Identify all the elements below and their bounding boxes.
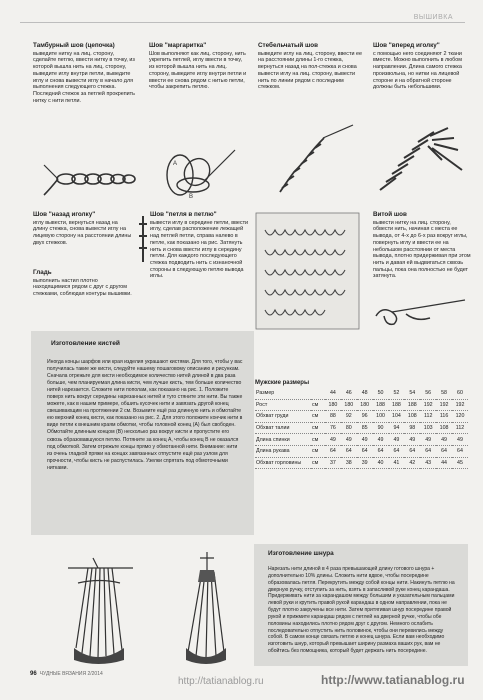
table-cell: 76 bbox=[325, 422, 341, 434]
stem-stitch-text: выведите иглу на лиц. сторону, ввести ее на расстоянии длины 1-го стежка, вернуться назад на пол-стежка и снова вывести иглу на лиц. сторону, вывести нить по линии рядом с последним стежком. bbox=[258, 50, 362, 91]
table-cell: см bbox=[311, 434, 325, 446]
table-cell: 42 bbox=[404, 457, 420, 469]
size-col-header: 44 bbox=[325, 388, 341, 399]
table-cell: 43 bbox=[420, 457, 436, 469]
forward-stitch-block bbox=[373, 43, 471, 91]
table-cell: 45 bbox=[452, 457, 468, 469]
size-col-header: 46 bbox=[341, 388, 357, 399]
table-cell: 64 bbox=[404, 445, 420, 457]
table-cell: 188 bbox=[373, 399, 389, 411]
table-cell: 112 bbox=[452, 422, 468, 434]
table-cell: 90 bbox=[373, 422, 389, 434]
table-cell: см bbox=[311, 457, 325, 469]
section-header: ВЫШИВКА bbox=[413, 14, 453, 21]
table-cell: 39 bbox=[357, 457, 373, 469]
table-row bbox=[255, 434, 468, 446]
table-row bbox=[255, 411, 468, 423]
tassels-section bbox=[31, 331, 254, 535]
tassel-illustration-1 bbox=[38, 548, 158, 670]
table-cell: 98 bbox=[404, 422, 420, 434]
tassels-title: Изготовление кистей bbox=[51, 340, 120, 347]
table-cell: 94 bbox=[389, 422, 405, 434]
tassel-illustration-2 bbox=[162, 548, 252, 670]
chain-stitch-block bbox=[33, 43, 136, 104]
table-cell: 192 bbox=[436, 399, 452, 411]
table-cell: 100 bbox=[373, 411, 389, 423]
table-cell: 112 bbox=[420, 411, 436, 423]
satin-stitch-block bbox=[33, 270, 133, 298]
table-cell: 49 bbox=[404, 434, 420, 446]
cord-text: Нарезать нити длиной в 4 раза превышающей длину готового шнура + дополнительно 10% длины. Сложить нити вдвое, чтобы посередине образовалась петля. Перекрутить между собой концы нити. Накинуть петлю на дверную ручку, отступить за нить, взять в запасливой руке конец карандаша. Придерживать нити за карандашом между большим и указательным пальцами левой руки и крутить правой рукой карандаш в одном направлении, пока не будут плотно закручены все нити. Затем притягивая шнур посередине правой рукой и прижмите карандаш рядом с петлей на дверной ручке, чтобы обе половины находились плотно рядом друг с другом. Немного ослабить последовательно отпустить нить половинок, чтобы они перевились между собой. В самом конце связать петлю и конец шнура. Если вам необходимо изготовить шнур, который превышает ширину размаха ваших рук, вам не обойтись без помощника, который будет держать нить посередине. bbox=[268, 566, 455, 655]
loop-stitch-title: Шов "петля в петлю" bbox=[150, 211, 217, 218]
twisted-stitch-text: вывести нитку на лиц. сторону, обвести нить, начиная с места ее вывода, от 4-х до 6-х раз вокруг иглы, повернуть иглу и ввести ее на небольшом расстоянии от места вывода, плотно придерживая при этом нить и давая ей выдвигаться сквозь пальцы, пока она полностью не будет затянута. bbox=[373, 219, 471, 280]
table-cell: 188 bbox=[404, 399, 420, 411]
footer-page bbox=[30, 671, 103, 677]
svg-text:А: А bbox=[173, 161, 178, 167]
table-row bbox=[255, 445, 468, 457]
table-cell: 116 bbox=[436, 411, 452, 423]
table-cell: 92 bbox=[341, 411, 357, 423]
size-col-header: 48 bbox=[357, 388, 373, 399]
table-cell: Длина рукава bbox=[255, 445, 311, 457]
size-col-header: 52 bbox=[389, 388, 405, 399]
watermark-center: http://tatianablog.ru bbox=[178, 676, 264, 687]
table-cell: 41 bbox=[389, 457, 405, 469]
table-cell: 49 bbox=[341, 434, 357, 446]
page-number: 96 bbox=[30, 671, 37, 677]
size-table-header bbox=[255, 388, 468, 399]
chain-stitch-illustration bbox=[40, 155, 142, 203]
chain-stitch-title: Тамбурный шов (цепочка) bbox=[33, 42, 115, 49]
cord-title: Изготовление шнура bbox=[268, 550, 334, 557]
table-cell: 64 bbox=[452, 445, 468, 457]
daisy-stitch-block bbox=[149, 43, 249, 91]
table-row bbox=[255, 457, 468, 469]
table-cell: 49 bbox=[420, 434, 436, 446]
table-cell: 180 bbox=[357, 399, 373, 411]
table-cell: см bbox=[311, 445, 325, 457]
size-col-header: 58 bbox=[436, 388, 452, 399]
table-cell: Обхват горловины bbox=[255, 457, 311, 469]
table-cell: 108 bbox=[436, 422, 452, 434]
stem-stitch-title: Стебельчатый шов bbox=[258, 42, 318, 49]
twisted-stitch-block bbox=[373, 212, 471, 280]
table-cell: 192 bbox=[420, 399, 436, 411]
top-rule bbox=[20, 22, 465, 23]
forward-stitch-title: Шов "вперед иголку" bbox=[373, 42, 440, 49]
forward-stitch-text: с помощью него соединяют 2 ткани вместе. Можно выполнить в любом направлении. Длина самого стежка произвольна, но нитки на лицевой стороне и на обратной стороне должны быть небольшими. bbox=[373, 50, 462, 91]
satin-stitch-title: Гладь bbox=[33, 269, 52, 276]
table-cell: 49 bbox=[325, 434, 341, 446]
table-cell: 49 bbox=[389, 434, 405, 446]
table-cell: 64 bbox=[389, 445, 405, 457]
tassels-text: Иногда концы шарфов или края изделия украшают кистями. Для того, чтобы у вас получилась такие же кисти, следуйте нашему пошаговому описанию и рисункам. Сначала отрежьте для кисти необходимое количество нитей длиной в два раза больше, чем планируемая длина кисти, чем лучше кисть, тем больше количество нитей нарезается. Сложите нити пополам, как показано на рис. 1. Положите поверх нить вокруг середины нарезанных нитей и туго стяните эти нити. Вы также можете, как в нашем примере, обшить кусочек нити и завязать другой конец свешивающим на протяжении 2 см. Возьмите ещё раз длинную нить и обмотайте ею верхний конец кисти, как показано на рис. 2. Для этого положите кончик нити в виде петли к внешним краям обмотки, чтобы головной конец (А) был свободен. Обмотайте длинным концом (В) несколько раз вокруг кисти и пропустите его сквозь образовавшуюся петлю. Потяните за конец А, чтобы конец В не оказался под обмоткой. Затем отрежьте концы прямо у обмотанной нити. Внимание: нити из очень гладкой пряжи на концах завязанных отпустите ещё раз узлом для прочности, чтобы кисть не распустилась. Узелки спрятать под обмоточными нитками. bbox=[47, 359, 243, 471]
size-col-header: Размер bbox=[255, 388, 311, 399]
size-col-header: 60 bbox=[452, 388, 468, 399]
table-cell: 80 bbox=[341, 422, 357, 434]
back-stitch-text: иглу вывести, вернуться назад на длину стежка, снова вывести иглу на лицевую сторону на расстоянии длины двух стежков. bbox=[33, 219, 132, 246]
cord-section bbox=[254, 544, 468, 666]
daisy-stitch-illustration bbox=[155, 140, 240, 205]
stem-stitch-illustration bbox=[268, 120, 358, 205]
loop-stitch-illustration bbox=[255, 212, 360, 330]
table-cell: 49 bbox=[373, 434, 389, 446]
table-cell: 40 bbox=[373, 457, 389, 469]
table-cell: 49 bbox=[436, 434, 452, 446]
size-col-header bbox=[311, 388, 325, 399]
svg-text:В: В bbox=[189, 194, 194, 200]
table-cell: 188 bbox=[389, 399, 405, 411]
stem-stitch-block bbox=[258, 43, 362, 91]
size-col-header: 50 bbox=[373, 388, 389, 399]
table-cell: Обхват груди bbox=[255, 411, 311, 423]
table-cell: 120 bbox=[452, 411, 468, 423]
table-cell: 64 bbox=[420, 445, 436, 457]
table-cell: 64 bbox=[325, 445, 341, 457]
table-cell: Обхват талии bbox=[255, 422, 311, 434]
size-chart-title: Мужские размеры bbox=[255, 380, 310, 386]
table-cell: 38 bbox=[341, 457, 357, 469]
table-cell: 104 bbox=[389, 411, 405, 423]
table-row bbox=[255, 422, 468, 434]
size-col-header: 54 bbox=[404, 388, 420, 399]
table-cell: 64 bbox=[373, 445, 389, 457]
table-cell: 103 bbox=[420, 422, 436, 434]
table-cell: Рост bbox=[255, 399, 311, 411]
table-cell: 192 bbox=[452, 399, 468, 411]
size-chart bbox=[255, 380, 468, 469]
table-cell: 49 bbox=[452, 434, 468, 446]
table-cell: 44 bbox=[436, 457, 452, 469]
size-col-header: 56 bbox=[420, 388, 436, 399]
table-cell: 37 bbox=[325, 457, 341, 469]
table-cell: Длина спинки bbox=[255, 434, 311, 446]
table-cell: 108 bbox=[404, 411, 420, 423]
table-cell: см bbox=[311, 411, 325, 423]
table-cell: 85 bbox=[357, 422, 373, 434]
loop-stitch-block bbox=[150, 212, 250, 280]
chain-stitch-text: выведите нитку на лиц. сторону, сделайте петлю, ввести нитку в точку, из которой вышла нить на лиц. сторону, выведите иглу внутри петли, выведите иглу и снова вывести иглу в начало для выполнения следующего стежка. Последний стежок за петлей прокрепить нитку с нити петли. bbox=[33, 50, 135, 104]
table-cell: 64 bbox=[436, 445, 452, 457]
loop-stitch-text: вывести иглу в середине петли, ввести иглу, сделав расположение лежащей над петлей петли, справа налево в петле, как показано на рис. Затянуть нить и снова ввести иглу в середину петли. Для каждого последующего стежка подводить нить с изнаночной стороны в следующую петлю вывода иглы. bbox=[150, 219, 249, 280]
table-cell: см bbox=[311, 422, 325, 434]
size-table bbox=[255, 388, 468, 469]
magazine-name: ЧУДНЫЕ ВЯЗАНИЯ 2/2014 bbox=[39, 671, 103, 677]
table-cell: см bbox=[311, 399, 325, 411]
table-cell: 180 bbox=[341, 399, 357, 411]
twisted-stitch-title: Витой шов bbox=[373, 211, 407, 218]
twisted-stitch-illustration bbox=[370, 292, 472, 332]
daisy-stitch-title: Шов "маргаритка" bbox=[149, 42, 207, 49]
satin-stitch-text: выполнить настил плотно находящимися рядом с друг с другом стежками, соблюдая контуры вышивки. bbox=[33, 277, 132, 298]
daisy-stitch-text: Шов выполняют как лиц. сторону, нить укрепить петлей, иглу ввести в точку, из которой вышла нить на лиц. сторону, выведите иглу внутри петли и ввести ее снова рядом с нитью петли, чтобы закрепить петлю. bbox=[149, 50, 247, 91]
back-stitch-title: Шов "назад иголку" bbox=[33, 211, 96, 218]
table-cell: 88 bbox=[325, 411, 341, 423]
table-cell: 49 bbox=[357, 434, 373, 446]
watermark-right: http://www.tatianablog.ru bbox=[321, 673, 465, 687]
table-cell: 64 bbox=[341, 445, 357, 457]
table-cell: 64 bbox=[357, 445, 373, 457]
table-cell: 180 bbox=[325, 399, 341, 411]
table-cell: 96 bbox=[357, 411, 373, 423]
table-row bbox=[255, 399, 468, 411]
forward-stitch-illustration bbox=[372, 120, 472, 202]
back-stitch-block bbox=[33, 212, 133, 247]
